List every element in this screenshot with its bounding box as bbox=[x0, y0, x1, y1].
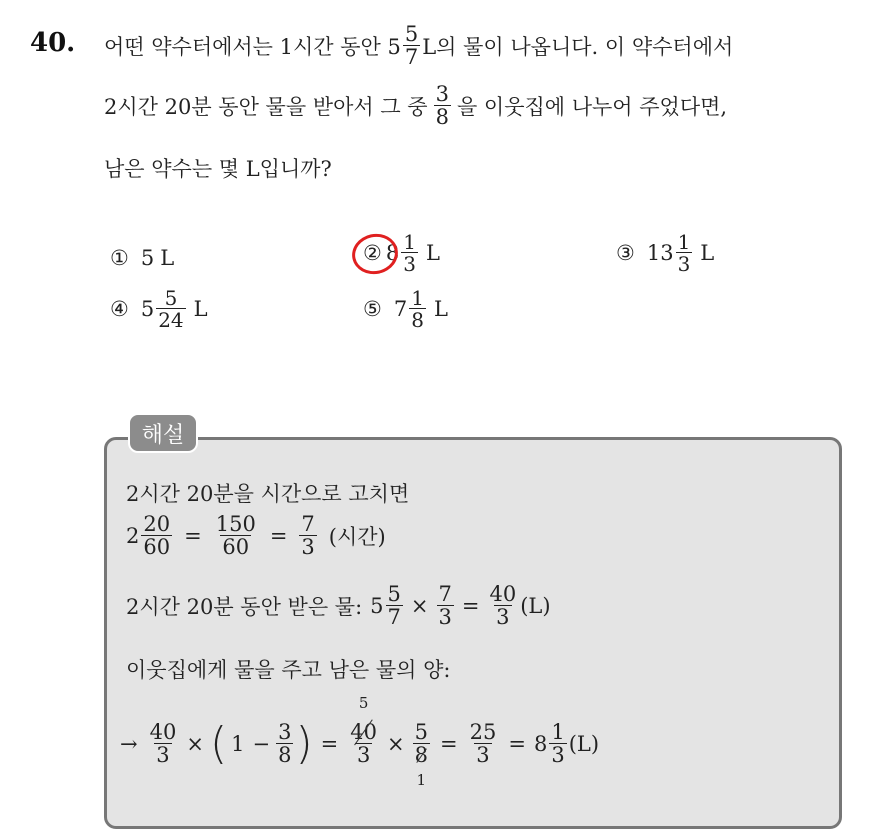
denominator: 3 bbox=[356, 743, 371, 767]
fraction bbox=[409, 288, 426, 330]
fraction bbox=[141, 514, 172, 558]
numerator: 40 bbox=[489, 582, 517, 606]
numerator: 20 bbox=[143, 512, 171, 536]
whole-number: 5 bbox=[370, 594, 384, 618]
cancel-result: 1 bbox=[416, 771, 427, 789]
choice-marker: ④ bbox=[110, 297, 129, 321]
left-paren: ( bbox=[209, 718, 228, 769]
denominator: 7 bbox=[387, 605, 401, 629]
numerator: 1 bbox=[403, 230, 416, 254]
right-paren: ) bbox=[295, 718, 313, 769]
fraction bbox=[401, 232, 418, 274]
solution-line-4 bbox=[126, 654, 450, 684]
numerator: 5 bbox=[404, 22, 419, 46]
numerator: 3 bbox=[435, 82, 449, 106]
question-number: 40. bbox=[30, 28, 76, 58]
fraction bbox=[437, 584, 454, 628]
numerator: 7 bbox=[438, 582, 452, 606]
fraction bbox=[434, 84, 451, 128]
solution-line-2 bbox=[126, 514, 386, 558]
choice-5[interactable] bbox=[363, 288, 448, 330]
fraction bbox=[214, 514, 258, 558]
whole-number: 2 bbox=[126, 524, 140, 548]
denominator: 3 bbox=[438, 605, 452, 629]
numerator: 5 bbox=[414, 720, 428, 744]
numerator: 150 bbox=[215, 512, 256, 536]
choice-4[interactable] bbox=[110, 288, 208, 330]
choice-whole: 5 bbox=[140, 297, 155, 321]
solution-line-3 bbox=[126, 584, 551, 628]
solution-line-5 bbox=[120, 696, 599, 792]
question-text: 남은 약수는 몇 L입니까? bbox=[104, 157, 332, 181]
equals-sign: = bbox=[508, 732, 526, 756]
equals-sign: = bbox=[320, 732, 339, 756]
denominator: 7 bbox=[404, 45, 419, 69]
fraction bbox=[386, 584, 403, 628]
numerator: 1 bbox=[551, 720, 565, 744]
choice-unit: L bbox=[193, 297, 208, 321]
cancelled-fraction bbox=[348, 694, 379, 767]
fraction bbox=[276, 722, 293, 766]
denominator: 60 bbox=[222, 535, 250, 559]
whole-number: 1 bbox=[231, 732, 245, 756]
fraction bbox=[156, 288, 185, 330]
solution-line-1 bbox=[126, 478, 409, 508]
arrow-sign: → bbox=[120, 732, 138, 756]
denominator: 8 bbox=[411, 308, 424, 332]
choice-whole: 13 bbox=[646, 241, 674, 265]
equals-sign: = bbox=[184, 524, 202, 548]
denominator: 3 bbox=[403, 252, 416, 276]
fraction bbox=[488, 584, 519, 628]
question-line-2 bbox=[104, 84, 727, 128]
choice-1[interactable] bbox=[110, 246, 174, 270]
denominator: 3 bbox=[677, 252, 691, 276]
choice-whole: 5 bbox=[140, 246, 155, 270]
question-text: L의 물이 나옵니다. 이 약수터에서 bbox=[422, 35, 734, 59]
equals-sign: = bbox=[269, 524, 288, 548]
cancelled-denominator: 8 bbox=[414, 743, 428, 767]
solution-text: 이웃집에게 물을 주고 남은 물의 양: bbox=[126, 658, 451, 682]
question-text: 어떤 약수터에서는 1시간 동안 5 bbox=[104, 35, 401, 59]
fraction bbox=[676, 232, 693, 274]
numerator: 25 bbox=[469, 720, 497, 744]
choice-unit: L bbox=[160, 246, 175, 270]
cancel-result: 5 bbox=[358, 694, 369, 712]
times-sign: × bbox=[410, 594, 429, 618]
numerator: 1 bbox=[677, 230, 691, 254]
denominator: 3 bbox=[476, 743, 490, 767]
choice-3[interactable] bbox=[616, 232, 714, 274]
cancelled-fraction bbox=[413, 720, 430, 789]
question-line-1 bbox=[104, 24, 733, 68]
denominator: 8 bbox=[278, 743, 292, 767]
cancelled-numerator: 40 bbox=[350, 720, 377, 744]
fraction bbox=[468, 722, 499, 766]
choice-unit: L bbox=[700, 241, 715, 265]
denominator: 3 bbox=[301, 535, 315, 559]
whole-number: 8 bbox=[533, 732, 548, 756]
question-text: 을 이웃집에 나누어 주었다면, bbox=[456, 95, 728, 119]
choice-whole: 7 bbox=[393, 297, 408, 321]
minus-sign: − bbox=[252, 732, 271, 756]
numerator: 5 bbox=[387, 582, 401, 606]
numerator: 1 bbox=[411, 286, 424, 310]
equals-sign: = bbox=[461, 594, 480, 618]
numerator: 40 bbox=[149, 720, 177, 744]
choice-unit: L bbox=[433, 297, 448, 321]
denominator: 60 bbox=[143, 535, 171, 559]
unit-text: (시간) bbox=[328, 525, 386, 549]
denominator: 3 bbox=[156, 743, 170, 767]
fraction bbox=[549, 722, 566, 766]
fraction bbox=[148, 722, 179, 766]
times-sign: × bbox=[387, 732, 405, 756]
unit-text: (L) bbox=[568, 732, 600, 756]
choice-marker: ② bbox=[363, 241, 382, 265]
times-sign: × bbox=[186, 732, 204, 756]
unit-text: (L) bbox=[520, 594, 551, 618]
choice-marker: ⑤ bbox=[363, 297, 382, 321]
solution-text: 2시간 20분 동안 받은 물: bbox=[126, 595, 363, 619]
solution-label: 해설 bbox=[128, 413, 198, 453]
equals-sign: = bbox=[439, 732, 458, 756]
fraction bbox=[299, 514, 316, 558]
question-line-3 bbox=[104, 153, 332, 183]
choice-marker: ③ bbox=[616, 241, 635, 265]
numerator: 5 bbox=[164, 286, 178, 310]
fraction bbox=[403, 24, 420, 68]
choice-whole: 8 bbox=[385, 241, 400, 265]
denominator: 24 bbox=[158, 308, 184, 332]
numerator: 3 bbox=[278, 720, 292, 744]
denominator: 3 bbox=[551, 743, 565, 767]
numerator: 7 bbox=[301, 512, 315, 536]
question-text: 2시간 20분 동안 물을 받아서 그 중 bbox=[104, 95, 428, 119]
solution-text: 2시간 20분을 시간으로 고치면 bbox=[126, 482, 410, 506]
denominator: 8 bbox=[435, 105, 449, 129]
denominator: 3 bbox=[496, 605, 510, 629]
choice-marker: ① bbox=[110, 246, 129, 270]
choice-unit: L bbox=[425, 241, 440, 265]
